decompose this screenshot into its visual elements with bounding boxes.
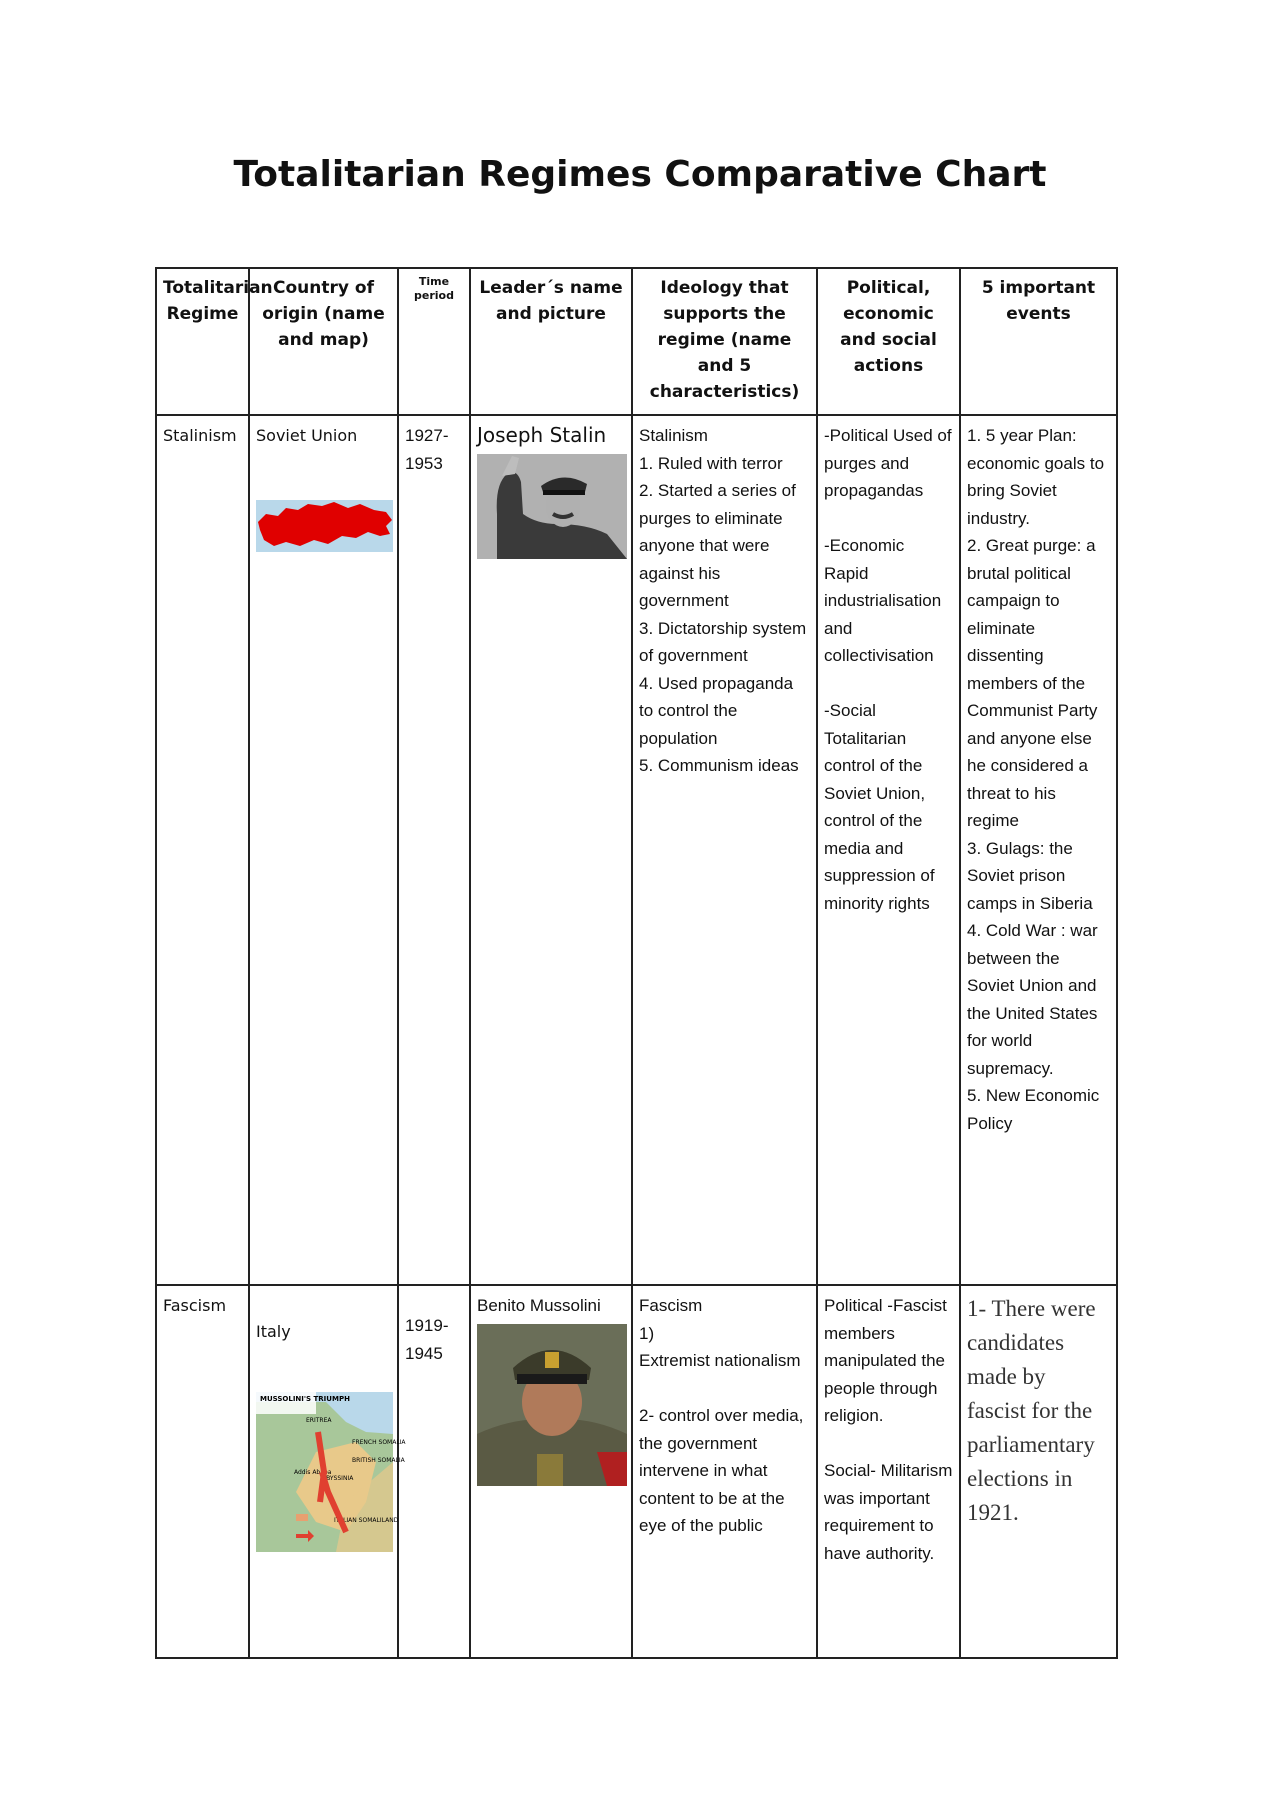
country-name: Italy — [256, 1322, 291, 1341]
cell-country — [249, 1285, 406, 1658]
header-time: Time period — [398, 268, 470, 415]
leader-name: Joseph Stalin — [477, 423, 607, 447]
ideology-item: 4. Used propaganda to control the population — [639, 673, 794, 748]
table-row — [156, 415, 1117, 1285]
cell-leader — [470, 1285, 632, 1658]
event-item: 5. New Economic Policy — [967, 1086, 1100, 1133]
action-political: -Political Used of purges and propagandas — [824, 426, 952, 500]
mussolini-portrait — [477, 1324, 627, 1486]
header-country: Country of origin (name and map) — [249, 268, 398, 415]
cell-ideology — [632, 415, 817, 1285]
map-label: Addis Ababa — [294, 1468, 332, 1476]
action-social: -Social Totalitarian control of the Soviet Union, control of the media and suppression of minority rights — [824, 701, 935, 913]
stalin-portrait — [477, 454, 627, 559]
header-ideology: Ideology that supports the regime (name and 5 characteristics) — [632, 268, 817, 415]
ideology-item: 2- control over media, the government intervene in what content to be at the eye of the public — [639, 1406, 804, 1535]
country-name: Soviet Union — [256, 426, 358, 445]
ideology-item: 1) — [639, 1323, 655, 1343]
cell-regime — [156, 1285, 249, 1658]
cell-leader — [470, 415, 632, 1285]
header-row — [156, 268, 1117, 415]
event-item: 4. Cold War : war between the Soviet Union and the United States for world supremacy. — [967, 921, 1098, 1078]
event-item: 3. Gulags: the Soviet prison camps in Siberia — [967, 838, 1093, 913]
map-label: BRITISH SOMALIA — [352, 1456, 405, 1464]
action-social: Social- Militarism was important requirement to have authority. — [824, 1461, 953, 1563]
event-item: 1- There were candidates made by fascist for the parliamentary elections in 1921. — [967, 1296, 1096, 1525]
table-row — [156, 1285, 1117, 1658]
ideology-item: 1. Ruled with terror — [639, 453, 783, 473]
header-regime: Totalitarian Regime — [156, 268, 249, 415]
map-label: ABYSSINIA — [322, 1474, 354, 1482]
map-title: MUSSOLINI'S TRIUMPH — [260, 1394, 350, 1403]
ideology-item: 3. Dictatorship system of government — [639, 618, 807, 665]
cell-ideology — [632, 1285, 817, 1658]
cell-country — [249, 415, 398, 1285]
header-leader: Leader´s name and picture — [470, 268, 632, 415]
cell-time — [398, 1285, 470, 1658]
header-events: 5 important events — [960, 268, 1117, 415]
time-end: 1945 — [405, 1343, 443, 1363]
cell-events — [960, 415, 1117, 1285]
cell-regime — [156, 415, 249, 1285]
ideology-name: Stalinism — [639, 426, 708, 445]
ethiopia-campaign-map — [256, 1392, 406, 1552]
map-label: ITALIAN SOMALILAND — [334, 1516, 399, 1524]
ideology-name: Fascism — [639, 1296, 703, 1315]
ideology-item: 5. Communism ideas — [639, 756, 799, 775]
action-economic: -Economic Rapid industrialisation and collectivisation — [824, 536, 942, 665]
event-item: 1. 5 year Plan: economic goals to bring Soviet industry. — [967, 426, 1105, 528]
regime-name: Fascism — [163, 1296, 227, 1315]
leader-name: Benito Mussolini — [477, 1296, 601, 1315]
ideology-item: 2. Started a series of purges to eliminate anyone that were against his government — [639, 481, 796, 610]
map-label: FRENCH SOMALIA — [352, 1438, 406, 1446]
action-political: Political -Fascist members manipulated the people through religion. — [824, 1296, 947, 1425]
time-start: 1919- — [405, 1316, 449, 1335]
map-label: ERITREA — [306, 1416, 332, 1424]
page-title: Totalitarian Regimes Comparative Chart — [233, 154, 1047, 195]
comparison-table — [155, 267, 1118, 1659]
event-item: 2. Great purge: a brutal political campaign to eliminate dissenting members of the Communist Party and anyone else he considered a threat to his regime — [967, 536, 1098, 830]
time-end: 1953 — [405, 453, 443, 473]
time-start: 1927- — [405, 426, 449, 445]
cell-events — [960, 1285, 1117, 1658]
cell-actions — [817, 1285, 960, 1658]
header-actions: Political, economic and social actions — [817, 268, 960, 415]
cell-time — [398, 415, 470, 1285]
soviet-union-map — [256, 500, 393, 552]
ideology-item: Extremist nationalism — [639, 1351, 801, 1370]
regime-name: Stalinism — [163, 426, 237, 445]
cell-actions — [817, 415, 960, 1285]
